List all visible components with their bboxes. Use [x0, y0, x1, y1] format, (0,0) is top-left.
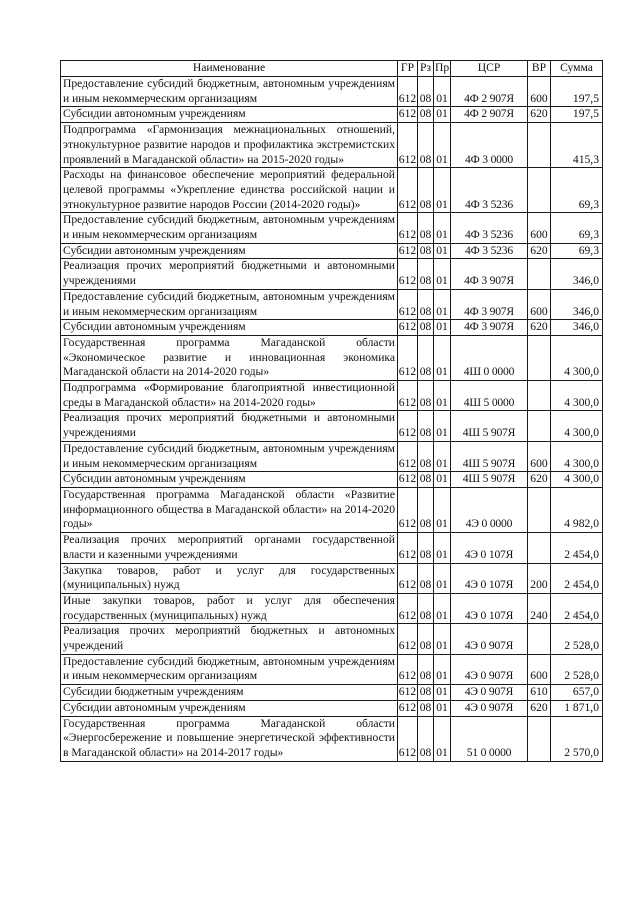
- cell-rz: 08: [418, 472, 434, 488]
- table-row: [61, 320, 603, 336]
- cell-rz: 08: [418, 487, 434, 532]
- cell-pr: 01: [434, 685, 451, 701]
- cell-vr: [528, 335, 551, 380]
- cell-rz: 08: [418, 335, 434, 380]
- cell-vr: [528, 533, 551, 563]
- cell-name: Реализация прочих мероприятий бюджетными и автономными учреждениями: [61, 259, 398, 289]
- cell-vr: 620: [528, 700, 551, 716]
- cell-vr: 620: [528, 472, 551, 488]
- cell-name: Предоставление субсидий бюджетным, автономным учреждениям и иным некоммерческим организациям: [61, 654, 398, 684]
- cell-rz: 08: [418, 168, 434, 213]
- cell-csr: 4Ф 3 907Я: [451, 259, 528, 289]
- cell-pr: 01: [434, 563, 451, 593]
- cell-csr: 4Ф 3 5236: [451, 213, 528, 243]
- table-row: [61, 700, 603, 716]
- cell-rz: 08: [418, 107, 434, 123]
- cell-csr: 4Э 0 907Я: [451, 685, 528, 701]
- cell-rz: 08: [418, 77, 434, 107]
- cell-gr: 612: [398, 335, 418, 380]
- table-row: [61, 441, 603, 471]
- cell-csr: 4Ф 3 907Я: [451, 320, 528, 336]
- cell-rz: 08: [418, 624, 434, 654]
- cell-gr: 612: [398, 716, 418, 761]
- cell-sum: 2 454,0: [551, 563, 603, 593]
- cell-gr: 612: [398, 243, 418, 259]
- cell-gr: 612: [398, 320, 418, 336]
- cell-csr: 4Ш 5 907Я: [451, 472, 528, 488]
- column-header-name: Наименование: [61, 61, 398, 77]
- cell-name: Реализация прочих мероприятий бюджетных и автономных учреждений: [61, 624, 398, 654]
- cell-name: Иные закупки товаров, работ и услуг для обеспечения государственных (муниципальных) нужд: [61, 593, 398, 623]
- cell-csr: 4Э 0 907Я: [451, 700, 528, 716]
- cell-name: Подпрограмма «Гармонизация межнациональных отношений, этнокультурное развитие народов и профилактика экстремистских проявлений в Магаданской области» на 2015-2020 годы»: [61, 123, 398, 168]
- table-row: [61, 335, 603, 380]
- cell-sum: 2 454,0: [551, 593, 603, 623]
- table-row: [61, 123, 603, 168]
- column-header-gr: ГР: [398, 61, 418, 77]
- cell-vr: 600: [528, 289, 551, 319]
- cell-vr: 610: [528, 685, 551, 701]
- table-row: [61, 259, 603, 289]
- cell-rz: 08: [418, 320, 434, 336]
- cell-sum: 197,5: [551, 107, 603, 123]
- cell-pr: 01: [434, 624, 451, 654]
- table-row: [61, 487, 603, 532]
- cell-name: Предоставление субсидий бюджетным, автономным учреждениям и иным некоммерческим организациям: [61, 289, 398, 319]
- cell-csr: 4Э 0 0000: [451, 487, 528, 532]
- cell-gr: 612: [398, 700, 418, 716]
- table-row: [61, 411, 603, 441]
- cell-gr: 612: [398, 441, 418, 471]
- cell-name: Предоставление субсидий бюджетным, автономным учреждениям и иным некоммерческим организациям: [61, 441, 398, 471]
- cell-csr: 4Э 0 907Я: [451, 654, 528, 684]
- cell-pr: 01: [434, 381, 451, 411]
- cell-name: Закупка товаров, работ и услуг для государственных (муниципальных) нужд: [61, 563, 398, 593]
- cell-pr: 01: [434, 107, 451, 123]
- cell-pr: 01: [434, 289, 451, 319]
- cell-name: Реализация прочих мероприятий органами государственной власти и казенными учреждениями: [61, 533, 398, 563]
- cell-csr: 4Ф 2 907Я: [451, 107, 528, 123]
- cell-csr: 4Ф 3 907Я: [451, 289, 528, 319]
- cell-sum: 4 300,0: [551, 411, 603, 441]
- table-row: [61, 654, 603, 684]
- cell-csr: 4Ш 5 907Я: [451, 411, 528, 441]
- cell-rz: 08: [418, 563, 434, 593]
- cell-sum: 69,3: [551, 213, 603, 243]
- cell-sum: 346,0: [551, 259, 603, 289]
- table-row: [61, 593, 603, 623]
- cell-rz: 08: [418, 593, 434, 623]
- cell-name: Предоставление субсидий бюджетным, автономным учреждениям и иным некоммерческим организациям: [61, 213, 398, 243]
- cell-gr: 612: [398, 168, 418, 213]
- cell-vr: [528, 487, 551, 532]
- cell-pr: 01: [434, 472, 451, 488]
- cell-name: Реализация прочих мероприятий бюджетными и автономными учреждениями: [61, 411, 398, 441]
- cell-gr: 612: [398, 472, 418, 488]
- cell-name: Расходы на финансовое обеспечение мероприятий федеральной целевой программы «Укрепление единства российской нации и этнокультурное развитие народов России (2014-2020 годы)»: [61, 168, 398, 213]
- cell-csr: 4Ф 3 5236: [451, 243, 528, 259]
- cell-vr: 600: [528, 441, 551, 471]
- cell-rz: 08: [418, 243, 434, 259]
- cell-csr: 4Ф 3 0000: [451, 123, 528, 168]
- cell-vr: 600: [528, 213, 551, 243]
- cell-vr: 600: [528, 77, 551, 107]
- table-row: [61, 289, 603, 319]
- cell-sum: 69,3: [551, 168, 603, 213]
- cell-sum: 197,5: [551, 77, 603, 107]
- cell-vr: 600: [528, 654, 551, 684]
- cell-rz: 08: [418, 654, 434, 684]
- cell-name: Предоставление субсидий бюджетным, автономным учреждениям и иным некоммерческим организациям: [61, 77, 398, 107]
- cell-name: Субсидии автономным учреждениям: [61, 472, 398, 488]
- cell-pr: 01: [434, 320, 451, 336]
- cell-gr: 612: [398, 107, 418, 123]
- budget-table: [60, 60, 603, 762]
- cell-sum: 346,0: [551, 320, 603, 336]
- cell-sum: 2 570,0: [551, 716, 603, 761]
- cell-sum: 4 982,0: [551, 487, 603, 532]
- cell-name: Государственная программа Магаданской области «Энергосбережение и повышение энергетической эффективности в Магаданской области» на 2014-2017 годы»: [61, 716, 398, 761]
- cell-pr: 01: [434, 654, 451, 684]
- cell-gr: 612: [398, 533, 418, 563]
- cell-gr: 612: [398, 624, 418, 654]
- cell-pr: 01: [434, 700, 451, 716]
- cell-name: Субсидии бюджетным учреждениям: [61, 685, 398, 701]
- cell-vr: [528, 624, 551, 654]
- column-header-pr: Пр: [434, 61, 451, 77]
- cell-gr: 612: [398, 654, 418, 684]
- cell-name: Государственная программа Магаданской области «Экономическое развитие и инновационная экономика Магаданской области на 2014-2020 годы»: [61, 335, 398, 380]
- cell-rz: 08: [418, 259, 434, 289]
- column-header-csr: ЦСР: [451, 61, 528, 77]
- cell-vr: [528, 381, 551, 411]
- cell-vr: [528, 716, 551, 761]
- cell-gr: 612: [398, 487, 418, 532]
- cell-rz: 08: [418, 533, 434, 563]
- cell-gr: 612: [398, 563, 418, 593]
- table-row: [61, 624, 603, 654]
- cell-rz: 08: [418, 213, 434, 243]
- table-row: [61, 472, 603, 488]
- table-row: [61, 533, 603, 563]
- cell-csr: 4Э 0 107Я: [451, 593, 528, 623]
- cell-name: Субсидии автономным учреждениям: [61, 320, 398, 336]
- cell-gr: 612: [398, 381, 418, 411]
- table-row: [61, 168, 603, 213]
- cell-vr: 620: [528, 243, 551, 259]
- column-header-vr: ВР: [528, 61, 551, 77]
- cell-sum: 415,3: [551, 123, 603, 168]
- column-header-rz: Рз: [418, 61, 434, 77]
- cell-pr: 01: [434, 441, 451, 471]
- table-row: [61, 381, 603, 411]
- cell-vr: [528, 123, 551, 168]
- cell-csr: 4Э 0 107Я: [451, 533, 528, 563]
- cell-pr: 01: [434, 243, 451, 259]
- cell-sum: 346,0: [551, 289, 603, 319]
- cell-csr: 4Ф 2 907Я: [451, 77, 528, 107]
- cell-pr: 01: [434, 123, 451, 168]
- cell-gr: 612: [398, 593, 418, 623]
- cell-rz: 08: [418, 685, 434, 701]
- cell-pr: 01: [434, 335, 451, 380]
- cell-pr: 01: [434, 168, 451, 213]
- cell-vr: 620: [528, 320, 551, 336]
- cell-vr: [528, 411, 551, 441]
- cell-pr: 01: [434, 487, 451, 532]
- cell-name: Субсидии автономным учреждениям: [61, 243, 398, 259]
- cell-pr: 01: [434, 533, 451, 563]
- table-header-row: [61, 61, 603, 77]
- table-row: [61, 563, 603, 593]
- cell-gr: 612: [398, 411, 418, 441]
- cell-sum: 4 300,0: [551, 381, 603, 411]
- cell-sum: 1 871,0: [551, 700, 603, 716]
- cell-rz: 08: [418, 289, 434, 319]
- cell-csr: 4Э 0 907Я: [451, 624, 528, 654]
- cell-sum: 2 528,0: [551, 624, 603, 654]
- cell-name: Субсидии автономным учреждениям: [61, 107, 398, 123]
- cell-sum: 4 300,0: [551, 441, 603, 471]
- cell-pr: 01: [434, 411, 451, 441]
- cell-sum: 4 300,0: [551, 335, 603, 380]
- table-row: [61, 213, 603, 243]
- cell-csr: 4Ш 0 0000: [451, 335, 528, 380]
- cell-gr: 612: [398, 77, 418, 107]
- cell-rz: 08: [418, 381, 434, 411]
- cell-gr: 612: [398, 259, 418, 289]
- cell-rz: 08: [418, 123, 434, 168]
- cell-gr: 612: [398, 685, 418, 701]
- cell-csr: 51 0 0000: [451, 716, 528, 761]
- cell-gr: 612: [398, 289, 418, 319]
- cell-vr: 620: [528, 107, 551, 123]
- table-row: [61, 716, 603, 761]
- cell-name: Государственная программа Магаданской области «Развитие информационного общества в Магаданской области» на 2014-2020 годы»: [61, 487, 398, 532]
- column-header-sum: Сумма: [551, 61, 603, 77]
- cell-gr: 612: [398, 123, 418, 168]
- cell-sum: 69,3: [551, 243, 603, 259]
- cell-csr: 4Ш 5 0000: [451, 381, 528, 411]
- cell-sum: 657,0: [551, 685, 603, 701]
- cell-vr: [528, 168, 551, 213]
- cell-vr: 200: [528, 563, 551, 593]
- cell-rz: 08: [418, 411, 434, 441]
- cell-pr: 01: [434, 259, 451, 289]
- cell-rz: 08: [418, 441, 434, 471]
- cell-vr: [528, 259, 551, 289]
- table-row: [61, 77, 603, 107]
- cell-name: Субсидии автономным учреждениям: [61, 700, 398, 716]
- cell-pr: 01: [434, 716, 451, 761]
- table-row: [61, 243, 603, 259]
- cell-pr: 01: [434, 77, 451, 107]
- cell-gr: 612: [398, 213, 418, 243]
- cell-rz: 08: [418, 716, 434, 761]
- cell-csr: 4Ф 3 5236: [451, 168, 528, 213]
- cell-vr: 240: [528, 593, 551, 623]
- cell-csr: 4Ш 5 907Я: [451, 441, 528, 471]
- table-row: [61, 685, 603, 701]
- cell-csr: 4Э 0 107Я: [451, 563, 528, 593]
- cell-name: Подпрограмма «Формирование благоприятной инвестиционной среды в Магаданской области» на 2014-2020 годы»: [61, 381, 398, 411]
- cell-pr: 01: [434, 213, 451, 243]
- table-body: [61, 77, 603, 762]
- cell-sum: 2 528,0: [551, 654, 603, 684]
- cell-sum: 4 300,0: [551, 472, 603, 488]
- cell-pr: 01: [434, 593, 451, 623]
- table-row: [61, 107, 603, 123]
- cell-rz: 08: [418, 700, 434, 716]
- cell-sum: 2 454,0: [551, 533, 603, 563]
